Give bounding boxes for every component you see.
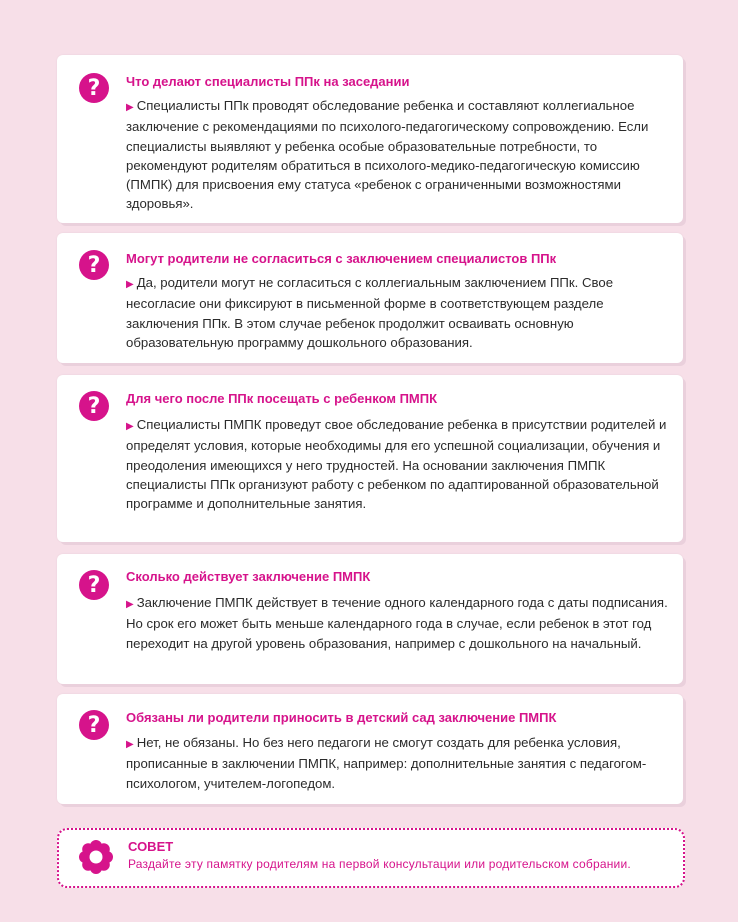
tip-title: СОВЕТ [128, 839, 174, 854]
faq-answer: ▶ Нет, не обязаны. Но без него педагоги не смогут создать для ребенка условия, прописанные в заключении ПМПК, например: дополнительные занятия с педагогом-психологом, учителем-логопедом. [126, 735, 647, 791]
faq-question: Сколько действует заключение ПМПК [126, 569, 371, 584]
faq-card-3 [57, 375, 683, 542]
arrow-icon: ▶ [126, 599, 134, 610]
faq-question: Что делают специалисты ППк на заседании [126, 74, 410, 89]
tip-box [57, 828, 685, 888]
arrow-icon: ▶ [126, 739, 134, 750]
faq-answer: ▶ Специалисты ПМПК проведут свое обследование ребенка в присутствии родителей и определят условия, которые необходимы для его успешной социализации, обучения и преодоления имеющихся у него трудностей. На основании заключения ПМПК специалисты ППк организуют работу с ребенком по адаптированной образовательной программе и дополнительные занятия. [126, 417, 667, 512]
arrow-icon: ▶ [126, 102, 134, 113]
faq-question: Могут родители не согласиться с заключением специалистов ППк [126, 251, 557, 266]
faq-card-1 [57, 55, 683, 223]
faq-card-4 [57, 554, 683, 684]
faq-card-2 [57, 233, 683, 363]
question-icon: ? [79, 391, 109, 421]
faq-question: Обязаны ли родители приносить в детский сад заключение ПМПК [126, 710, 557, 725]
faq-answer: ▶ Да, родители могут не согласиться с коллегиальным заключением ППк. Свое несогласие они фиксируют в письменной форме в соответствующем разделе заключения ППк. В этом случае ребенок продолжит осваивать основную образовательную программу дошкольного образования. [126, 275, 614, 350]
question-icon: ? [79, 710, 109, 740]
faq-answer: ▶ Специалисты ППк проводят обследование ребенка и составляют коллегиальное заключение с рекомендациями по психолого-педагогическому сопровождению. Если специалисты выявляют у ребенка особые образовательные потребности, то рекомендуют родителям обратиться в психолого-медико-педагогическую комиссию (ПМПК) для присвоения ему статуса «ребенок с ограниченными возможностями здоровья». [126, 98, 649, 212]
question-icon: ? [79, 73, 109, 103]
faq-question: Для чего после ППк посещать с ребенком ПМПК [126, 391, 438, 406]
question-icon: ? [79, 570, 109, 600]
arrow-icon: ▶ [126, 421, 134, 432]
flower-icon [79, 840, 113, 874]
tip-text: Раздайте эту памятку родителям на первой консультации или родительском собрании. [128, 857, 631, 871]
question-icon: ? [79, 250, 109, 280]
faq-answer: ▶ Заключение ПМПК действует в течение одного календарного года с даты подписания. Но срок его может быть меньше календарного года в случае, если ребенок в этот год переходит на другой уровень образования, например с дошкольного на начальный. [126, 595, 668, 651]
faq-card-5 [57, 694, 683, 804]
arrow-icon: ▶ [126, 279, 134, 290]
